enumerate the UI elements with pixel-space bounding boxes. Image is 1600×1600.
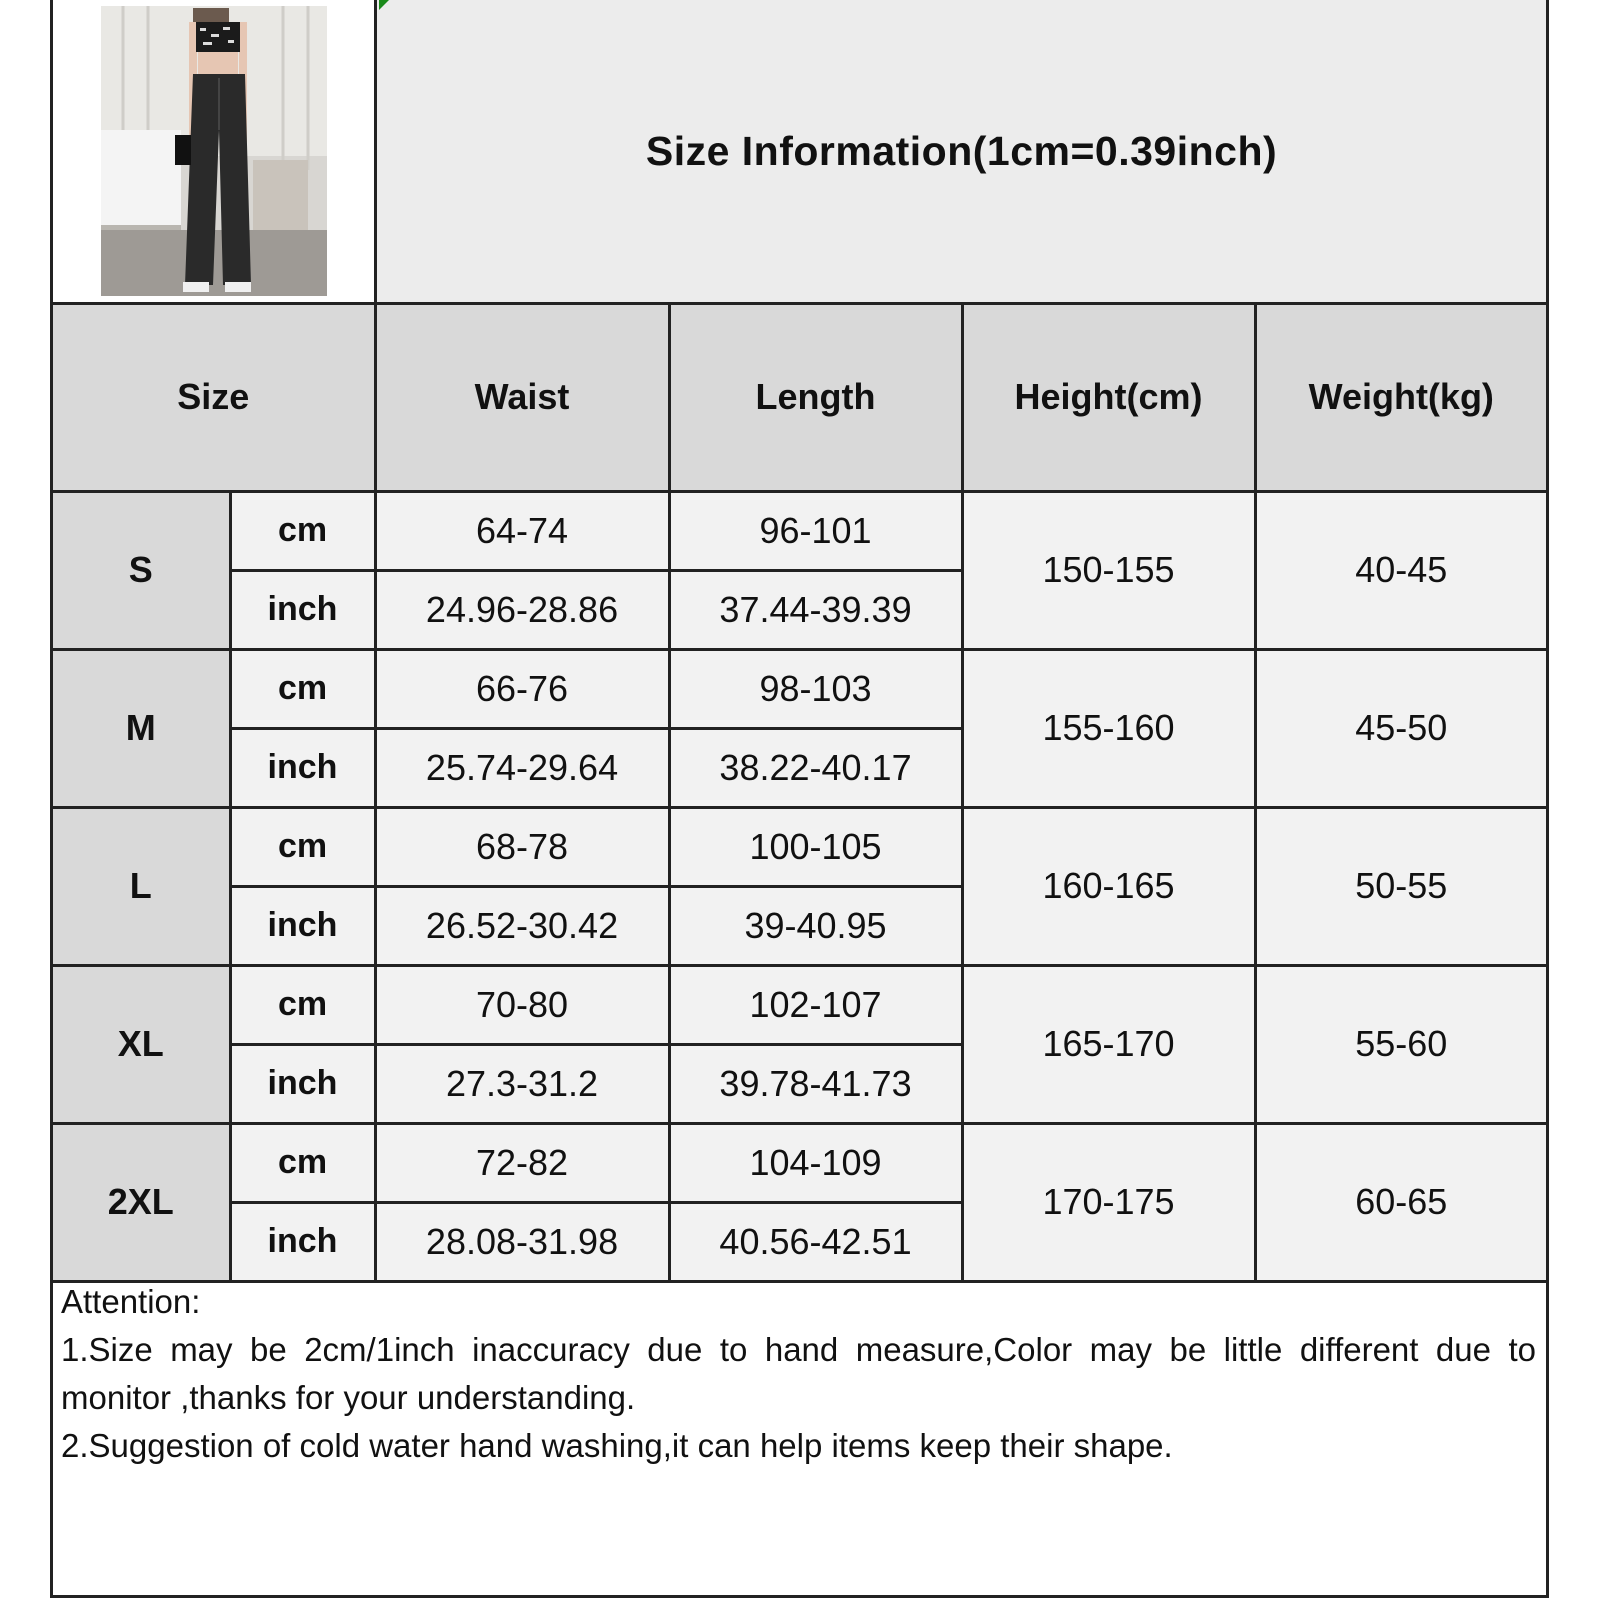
size-info-banner	[53, 0, 1546, 305]
length-cm: 98-103	[669, 649, 962, 728]
height-value: 170-175	[962, 1123, 1255, 1281]
size-label: M	[53, 649, 230, 807]
height-value: 165-170	[962, 965, 1255, 1123]
attention-notes	[53, 1278, 1546, 1470]
weight-value: 60-65	[1255, 1123, 1546, 1281]
unit-label: inch	[230, 1202, 375, 1281]
size-label: S	[53, 491, 230, 649]
header-size: Size	[53, 305, 375, 491]
table-row	[53, 965, 1546, 1044]
weight-value: 55-60	[1255, 965, 1546, 1123]
waist-cm: 64-74	[375, 491, 669, 570]
unit-label: cm	[230, 491, 375, 570]
length-cm: 104-109	[669, 1123, 962, 1202]
attention-note-2: 2.Suggestion of cold water hand washing,it can help items keep their shape.	[61, 1427, 1173, 1464]
height-value: 150-155	[962, 491, 1255, 649]
length-cm: 96-101	[669, 491, 962, 570]
height-value: 160-165	[962, 807, 1255, 965]
waist-cm: 68-78	[375, 807, 669, 886]
waist-inch: 27.3-31.2	[375, 1044, 669, 1123]
unit-label: inch	[230, 1044, 375, 1123]
waist-inch: 26.52-30.42	[375, 886, 669, 965]
length-inch: 38.22-40.17	[669, 728, 962, 807]
size-table	[53, 305, 1546, 1283]
table-row	[53, 1123, 1546, 1202]
weight-value: 40-45	[1255, 491, 1546, 649]
unit-label: cm	[230, 965, 375, 1044]
size-info-title: Size Information(1cm=0.39inch)	[645, 127, 1278, 174]
size-label: XL	[53, 965, 230, 1123]
waist-inch: 28.08-31.98	[375, 1202, 669, 1281]
length-cm: 100-105	[669, 807, 962, 886]
unit-label: cm	[230, 1123, 375, 1202]
attention-heading: Attention:	[61, 1283, 201, 1320]
header-weight: Weight(kg)	[1255, 305, 1546, 491]
corner-mark-icon	[379, 0, 389, 10]
unit-label: inch	[230, 728, 375, 807]
unit-label: cm	[230, 649, 375, 728]
size-chart-sheet	[50, 0, 1549, 1598]
length-inch: 40.56-42.51	[669, 1202, 962, 1281]
table-row	[53, 649, 1546, 728]
waist-cm: 70-80	[375, 965, 669, 1044]
waist-inch: 25.74-29.64	[375, 728, 669, 807]
weight-value: 50-55	[1255, 807, 1546, 965]
header-length: Length	[669, 305, 962, 491]
size-label: L	[53, 807, 230, 965]
header-waist: Waist	[375, 305, 669, 491]
size-info-title-cell	[377, 0, 1546, 302]
waist-inch: 24.96-28.86	[375, 570, 669, 649]
height-value: 155-160	[962, 649, 1255, 807]
waist-cm: 66-76	[375, 649, 669, 728]
table-header-row	[53, 305, 1546, 491]
length-inch: 37.44-39.39	[669, 570, 962, 649]
product-photo-cell	[53, 0, 377, 302]
table-row	[53, 491, 1546, 570]
unit-label: cm	[230, 807, 375, 886]
length-inch: 39-40.95	[669, 886, 962, 965]
table-row	[53, 807, 1546, 886]
waist-cm: 72-82	[375, 1123, 669, 1202]
size-label: 2XL	[53, 1123, 230, 1281]
length-inch: 39.78-41.73	[669, 1044, 962, 1123]
header-height: Height(cm)	[962, 305, 1255, 491]
attention-note-1: 1.Size may be 2cm/1inch inaccuracy due to hand measure,Color may be little different due to monitor ,thanks for your understanding.	[61, 1331, 1536, 1416]
length-cm: 102-107	[669, 965, 962, 1044]
unit-label: inch	[230, 886, 375, 965]
unit-label: inch	[230, 570, 375, 649]
weight-value: 45-50	[1255, 649, 1546, 807]
product-photo-icon	[53, 0, 377, 302]
